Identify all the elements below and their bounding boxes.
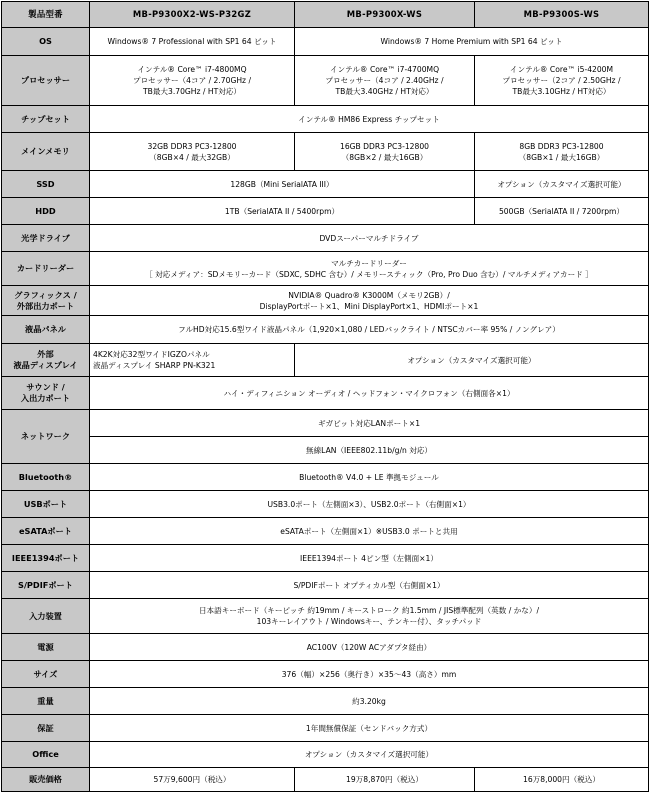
memory-x — [295, 133, 475, 171]
label-input: 入力装置 — [2, 599, 90, 634]
size-value: 376（幅）×256（奥行き）×35〜43（高さ）mm — [90, 661, 649, 688]
row-chipset — [2, 106, 649, 133]
label-external-display-line: 液晶ディスプレイ — [13, 360, 78, 370]
graphics-line: NVIDIA® Quadro® K3000M（メモリ2GB）/ — [288, 290, 450, 300]
processor-x2 — [90, 56, 295, 106]
external-display-x2 — [90, 344, 295, 377]
graphics-value — [90, 286, 649, 316]
esata-value: eSATAポート（左側面×1）※USB3.0 ポートと共用 — [90, 518, 649, 545]
processor-x-line: インテル® Core™ i7-4700MQ — [329, 65, 440, 74]
label-power: 電源 — [2, 634, 90, 661]
row-size — [2, 661, 649, 688]
label-warranty: 保証 — [2, 715, 90, 742]
external-display-x-s: オプション（カスタマイズ選択可能） — [295, 344, 649, 377]
memory-x-line: （8GB×2 / 最大16GB） — [341, 152, 428, 162]
header-label: 製品型番 — [2, 2, 90, 28]
row-power — [2, 634, 649, 661]
label-os: OS — [2, 28, 90, 56]
os-x-s: Windows® 7 Home Premium with SP1 64 ビット — [295, 28, 649, 56]
header-row — [2, 2, 649, 28]
row-memory — [2, 133, 649, 171]
row-hdd — [2, 198, 649, 225]
input-value — [90, 599, 649, 634]
label-usb: USBポート — [2, 491, 90, 518]
processor-s-line: プロセッサー（2コア / 2.50GHz / — [502, 76, 621, 85]
label-memory: メインメモリ — [2, 133, 90, 171]
row-ssd — [2, 171, 649, 198]
memory-x2-line: （8GB×4 / 最大32GB） — [149, 152, 235, 162]
processor-s-line: TB最大3.10GHz / HT対応） — [512, 87, 611, 96]
optical-value: DVDスーパーマルチドライブ — [90, 225, 649, 252]
hdd-x2-x: 1TB（SerialATA II / 5400rpm） — [90, 198, 475, 225]
label-graphics-line: グラフィックス / — [14, 289, 77, 300]
usb-value: USB3.0ポート（左側面×3）、USB2.0ポート（右側面×1） — [90, 491, 649, 518]
memory-s-line: 8GB DDR3 PC3-12800 — [519, 141, 604, 151]
row-sound — [2, 377, 649, 410]
label-graphics-line: 外部出力ポート — [16, 300, 75, 311]
ssd-s: オプション（カスタマイズ選択可能） — [475, 171, 649, 198]
network-wired: ギガビット対応LANポート×1 — [90, 410, 649, 437]
row-optical — [2, 225, 649, 252]
label-price: 販売価格 — [2, 768, 90, 792]
row-graphics — [2, 286, 649, 316]
processor-x-line: プロセッサー（4コア / 2.40GHz / — [325, 76, 444, 85]
label-sound-line: 入出力ポート — [20, 393, 71, 403]
input-line: 日本語キーボード（キーピッチ 約19mm / キーストローク 約1.5mm / JIS標準配列（英数 / かな）/ — [198, 606, 540, 615]
processor-x2-line: プロセッサー（4コア / 2.70GHz / — [132, 76, 252, 85]
panel-value: フルHD対応15.6型ワイド液晶パネル（1,920×1,080 / LEDバックライト / NTSCカバー率 95% / ノングレア） — [90, 316, 649, 344]
label-hdd: HDD — [2, 198, 90, 225]
cardreader-value — [90, 252, 649, 286]
processor-x2-line: TB最大3.70GHz / HT対応） — [142, 87, 242, 96]
external-display-x2-line: 4K2K対応32型ワイドIGZOパネル — [93, 350, 210, 359]
ssd-x2-x: 128GB（Mini SerialATA III） — [90, 171, 475, 198]
warranty-value: 1年間無償保証（センドバック方式） — [90, 715, 649, 742]
label-graphics — [2, 286, 90, 316]
memory-x2-line: 32GB DDR3 PC3-12800 — [147, 141, 237, 151]
label-cardreader: カードリーダー — [2, 252, 90, 286]
label-bluetooth: Bluetooth® — [2, 464, 90, 491]
row-esata — [2, 518, 649, 545]
cardreader-line: マルチカードリーダー — [331, 258, 407, 268]
external-display-x2-line: 液晶ディスプレイ SHARP PN-K321 — [93, 361, 216, 370]
row-spdif — [2, 572, 649, 599]
label-size: サイズ — [2, 661, 90, 688]
label-external-display-line: 外部 — [37, 349, 54, 359]
power-value: AC100V（120W ACアダプタ経由） — [90, 634, 649, 661]
input-line: 103キーレイアウト / Windowsキー、テンキー付）、タッチパッド — [256, 617, 482, 626]
label-spdif: S/PDIFポート — [2, 572, 90, 599]
label-chipset: チップセット — [2, 106, 90, 133]
memory-x2 — [90, 133, 295, 171]
memory-s-line: （8GB×1 / 最大16GB） — [518, 152, 605, 162]
row-os — [2, 28, 649, 56]
memory-s — [475, 133, 649, 171]
row-cardreader — [2, 252, 649, 286]
spec-table — [1, 1, 649, 792]
row-price — [2, 768, 649, 792]
os-x2: Windows® 7 Professional with SP1 64 ビット — [90, 28, 295, 56]
label-external-display — [2, 344, 90, 377]
label-sound-line: サウンド / — [26, 382, 65, 392]
row-input — [2, 599, 649, 634]
processor-s — [475, 56, 649, 106]
chipset-value: インテル® HM86 Express チップセット — [90, 106, 649, 133]
label-network: ネットワーク — [2, 410, 90, 464]
label-sound — [2, 377, 90, 410]
row-usb — [2, 491, 649, 518]
label-weight: 重量 — [2, 688, 90, 715]
weight-value: 約3.20kg — [90, 688, 649, 715]
sound-value: ハイ・ディフィニション オーディオ / ヘッドフォン・マイクロフォン（右側面各×1） — [90, 377, 649, 410]
row-office — [2, 742, 649, 768]
row-weight — [2, 688, 649, 715]
header-model-x2: MB-P9300X2-WS-P32GZ — [90, 2, 295, 28]
label-processor: プロセッサー — [2, 56, 90, 106]
label-panel: 液晶パネル — [2, 316, 90, 344]
row-bluetooth — [2, 464, 649, 491]
office-value: オプション（カスタマイズ選択可能） — [90, 742, 649, 768]
price-x: 19万8,870円（税込） — [295, 768, 475, 792]
graphics-line: DisplayPortポート×1、Mini DisplayPort×1、HDMIポート×1 — [259, 301, 479, 311]
label-office: Office — [2, 742, 90, 768]
row-warranty — [2, 715, 649, 742]
hdd-s: 500GB（SerialATA II / 7200rpm） — [475, 198, 649, 225]
spdif-value: S/PDIFポート オプティカル型（右側面×1） — [90, 572, 649, 599]
row-network-wired — [2, 410, 649, 437]
row-ieee1394 — [2, 545, 649, 572]
processor-x-line: TB最大3.40GHz / HT対応） — [335, 87, 434, 96]
label-esata: eSATAポート — [2, 518, 90, 545]
label-ssd: SSD — [2, 171, 90, 198]
processor-x — [295, 56, 475, 106]
price-s: 16万8,000円（税込） — [475, 768, 649, 792]
processor-x2-line: インテル® Core™ i7-4800MQ — [137, 65, 247, 74]
row-panel — [2, 316, 649, 344]
memory-x-line: 16GB DDR3 PC3-12800 — [340, 141, 429, 151]
label-optical: 光学ドライブ — [2, 225, 90, 252]
ieee1394-value: IEEE1394ポート 4ピン型（左側面×1） — [90, 545, 649, 572]
label-ieee1394: IEEE1394ポート — [2, 545, 90, 572]
price-x2: 57万9,600円（税込） — [90, 768, 295, 792]
cardreader-line: ［ 対応メディア：SDメモリーカード（SDXC, SDHC 含む）/ メモリースティック（Pro, Pro Duo 含む）/ マルチメディアカード ］ — [145, 269, 593, 279]
bluetooth-value: Bluetooth® V4.0 + LE 準拠モジュール — [90, 464, 649, 491]
row-processor — [2, 56, 649, 106]
row-network-wireless — [2, 437, 649, 464]
header-model-s: MB-P9300S-WS — [475, 2, 649, 28]
network-wireless: 無線LAN（IEEE802.11b/g/n 対応） — [90, 437, 649, 464]
header-model-x: MB-P9300X-WS — [295, 2, 475, 28]
processor-s-line: インテル® Core™ i5-4200M — [509, 65, 614, 74]
row-external-display — [2, 344, 649, 377]
